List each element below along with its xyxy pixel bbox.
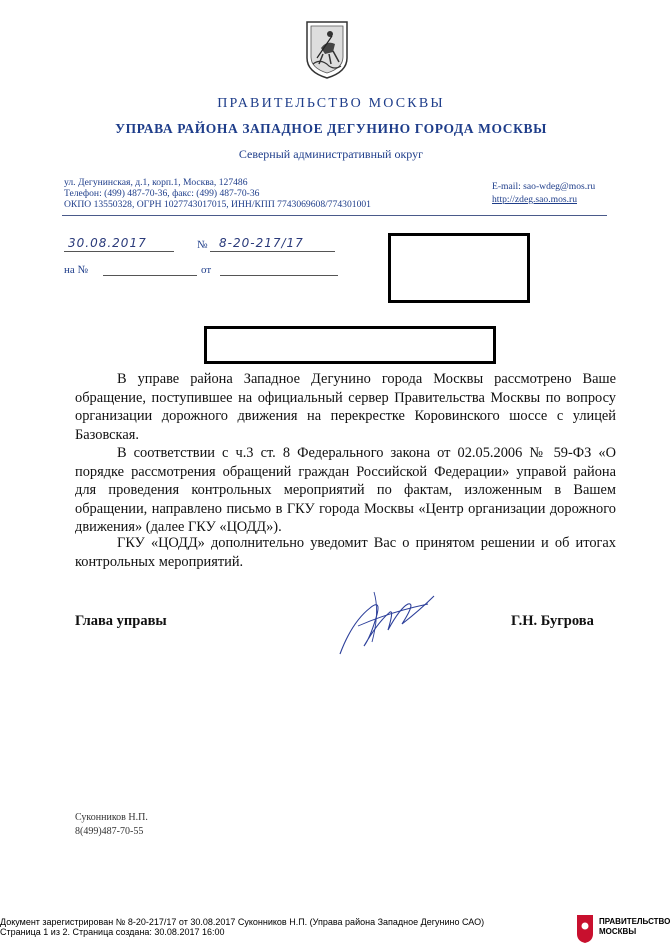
phone-line: Телефон: (499) 487-70-36, факс: (499) 487-70-36 (64, 188, 260, 199)
district-name: Северный административный округ (238, 147, 424, 161)
handwritten-date: 30.08.2017 (68, 236, 147, 250)
handwritten-number: 8-20-217/17 (219, 236, 304, 250)
handwritten-signature (330, 582, 440, 662)
redacted-recipient-box (388, 233, 530, 303)
address-line: ул. Дегунинская, д.1, корп.1, Москва, 127486 (64, 177, 248, 188)
reference-label: на № (64, 264, 89, 276)
address-block (64, 177, 371, 210)
executor-name: Суконников Н.П. (75, 812, 148, 823)
body-paragraph: В управе района Западное Дегунино города Москвы рассмотрено Ваше обращение, поступившее на официальный сервер Правительства Москвы по вопросу организации дорожного движения на перекрестке Коровинского шоссе с улицей Базовская. (75, 371, 616, 443)
registry-codes-line: ОКПО 13550328, ОГРН 1027743017015, ИНН/КПП 7743069608/774301001 (64, 199, 371, 210)
from-label: от (201, 264, 212, 276)
number-underline (210, 251, 335, 252)
authority-name: УПРАВА РАЙОНА ЗАПАДНОЕ ДЕГУНИНО ГОРОДА МОСКВЫ (115, 121, 547, 136)
footer-logo-text: ПРАВИТЕЛЬСТВО МОСКВЫ (599, 917, 670, 936)
footer-page-line: Страница 1 из 2. Страница создана: 30.08.2017 16:00 (0, 927, 225, 937)
reference-underline (103, 275, 197, 276)
executor-phone: 8(499)487-70-55 (75, 826, 144, 837)
body-paragraph: В соответствии с ч.3 ст. 8 Федерального закона от 02.05.2006 № 59-ФЗ «О порядке рассмотрения обращений граждан Российской Федерации» управой района для проведения контрольных мероприятий по фактам, изложенным в Вашем обращении, направлено письмо в ГКУ города Москвы «Центр организации дорожного движения» (далее ГКУ «ЦОДД»). (75, 445, 616, 535)
footer-registration-line: Документ зарегистрирован № 8-20-217/17 от 30.08.2017 Суконников Н.П. (Управа района Западное Дегунино САО) (0, 917, 485, 927)
contact-block (492, 180, 595, 206)
registration-footer (0, 917, 484, 937)
moscow-government-logo-icon (576, 914, 594, 944)
header-divider (62, 215, 607, 216)
from-underline (220, 275, 338, 276)
redacted-salutation-box (204, 326, 496, 364)
date-underline (64, 251, 174, 252)
number-label: № (197, 239, 208, 251)
moscow-coat-of-arms-icon (303, 18, 351, 80)
executor-block (75, 811, 148, 839)
website-link[interactable]: http://zdeg.sao.mos.ru (492, 194, 577, 205)
government-name: ПРАВИТЕЛЬСТВО МОСКВЫ (217, 96, 445, 111)
email-text: E-mail: sao-wdeg@mos.ru (492, 181, 596, 192)
signatory-position: Глава управы (75, 613, 167, 629)
signatory-name: Г.Н. Бугрова (511, 613, 594, 629)
body-paragraph: ГКУ «ЦОДД» дополнительно уведомит Вас о принятом решении и об итогах контрольных мероприятий. (75, 535, 616, 570)
